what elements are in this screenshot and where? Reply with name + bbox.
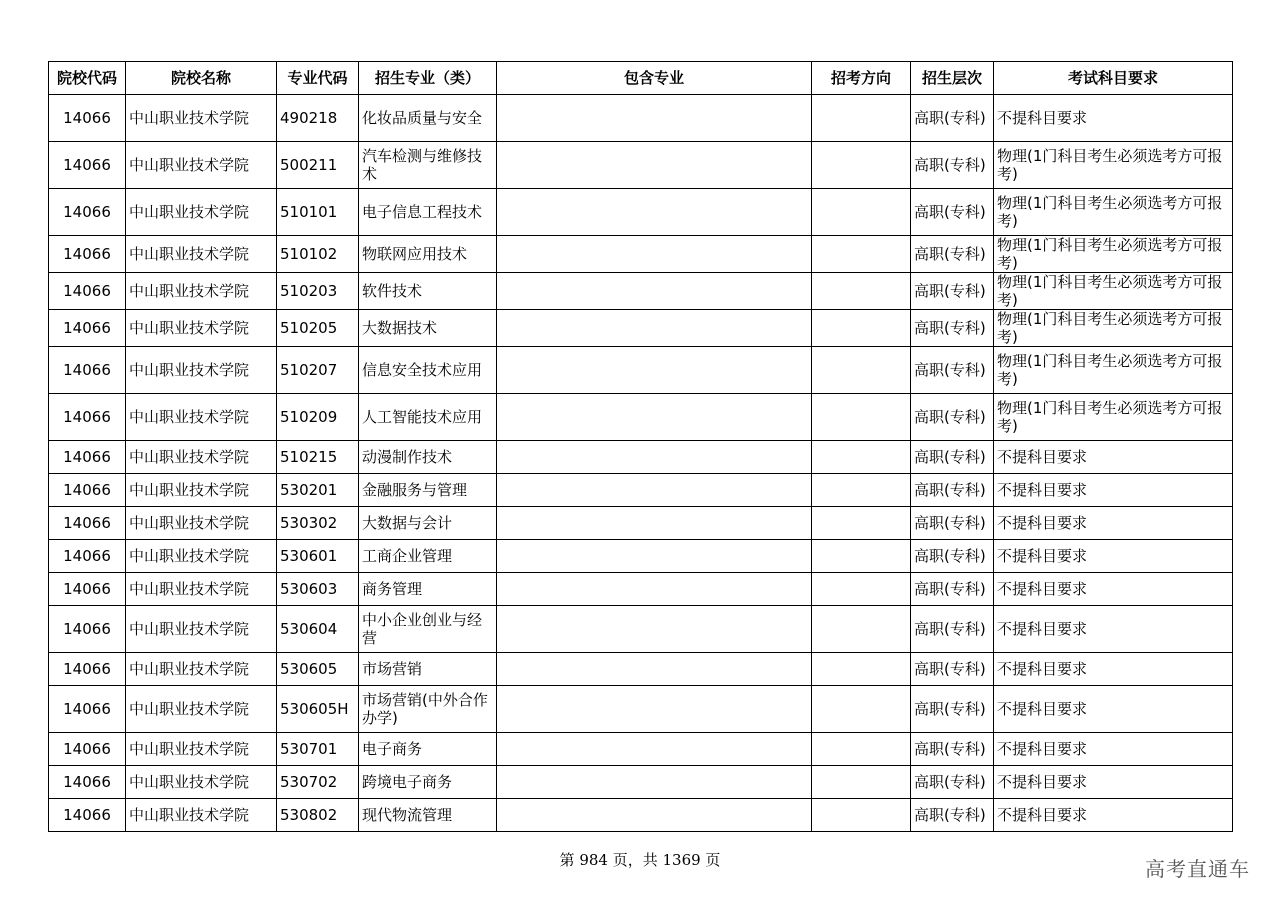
included-majors-cell bbox=[497, 347, 812, 394]
level-cell: 高职(专科) bbox=[911, 540, 994, 573]
major-cell: 物联网应用技术 bbox=[359, 236, 497, 273]
included-majors-cell bbox=[497, 189, 812, 236]
major-code-cell: 530802 bbox=[277, 799, 359, 832]
level-cell: 高职(专科) bbox=[911, 189, 994, 236]
major-code-cell: 510209 bbox=[277, 394, 359, 441]
direction-cell bbox=[812, 394, 911, 441]
requirement-cell: 物理(1门科目考生必须选考方可报考) bbox=[994, 142, 1233, 189]
major-cell: 金融服务与管理 bbox=[359, 474, 497, 507]
major-code-cell: 530603 bbox=[277, 573, 359, 606]
table-row bbox=[49, 394, 1233, 441]
requirement-cell: 物理(1门科目考生必须选考方可报考) bbox=[994, 273, 1233, 310]
major-cell: 大数据技术 bbox=[359, 310, 497, 347]
major-cell: 现代物流管理 bbox=[359, 799, 497, 832]
school-code-cell: 14066 bbox=[49, 686, 126, 733]
school-code-cell: 14066 bbox=[49, 733, 126, 766]
direction-cell bbox=[812, 733, 911, 766]
major-code-cell: 490218 bbox=[277, 95, 359, 142]
table-row bbox=[49, 236, 1233, 273]
major-code-cell: 510215 bbox=[277, 441, 359, 474]
table-row bbox=[49, 95, 1233, 142]
major-code-cell: 530201 bbox=[277, 474, 359, 507]
requirement-cell: 不提科目要求 bbox=[994, 95, 1233, 142]
level-cell: 高职(专科) bbox=[911, 766, 994, 799]
included-majors-cell bbox=[497, 799, 812, 832]
level-cell: 高职(专科) bbox=[911, 733, 994, 766]
direction-cell bbox=[812, 573, 911, 606]
major-code-cell: 500211 bbox=[277, 142, 359, 189]
included-majors-cell bbox=[497, 540, 812, 573]
school-code-cell: 14066 bbox=[49, 573, 126, 606]
included-majors-cell bbox=[497, 394, 812, 441]
table-row bbox=[49, 347, 1233, 394]
direction-cell bbox=[812, 441, 911, 474]
level-cell: 高职(专科) bbox=[911, 394, 994, 441]
school-code-cell: 14066 bbox=[49, 273, 126, 310]
major-code-cell: 530302 bbox=[277, 507, 359, 540]
included-majors-cell bbox=[497, 441, 812, 474]
direction-cell bbox=[812, 507, 911, 540]
level-cell: 高职(专科) bbox=[911, 310, 994, 347]
major-cell: 信息安全技术应用 bbox=[359, 347, 497, 394]
table-row bbox=[49, 573, 1233, 606]
school-code-cell: 14066 bbox=[49, 441, 126, 474]
school-code-cell: 14066 bbox=[49, 95, 126, 142]
page-footer: 第 984 页，共 1369 页 bbox=[559, 851, 721, 869]
header-level: 招生层次 bbox=[911, 62, 994, 95]
level-cell: 高职(专科) bbox=[911, 347, 994, 394]
requirement-cell: 不提科目要求 bbox=[994, 474, 1233, 507]
major-code-cell: 510207 bbox=[277, 347, 359, 394]
level-cell: 高职(专科) bbox=[911, 507, 994, 540]
header-row bbox=[49, 62, 1233, 95]
included-majors-cell bbox=[497, 733, 812, 766]
table-row bbox=[49, 142, 1233, 189]
requirement-cell: 不提科目要求 bbox=[994, 653, 1233, 686]
included-majors-cell bbox=[497, 474, 812, 507]
school-name-cell: 中山职业技术学院 bbox=[126, 347, 277, 394]
major-code-cell: 530605 bbox=[277, 653, 359, 686]
school-code-cell: 14066 bbox=[49, 142, 126, 189]
major-code-cell: 510205 bbox=[277, 310, 359, 347]
school-name-cell: 中山职业技术学院 bbox=[126, 394, 277, 441]
included-majors-cell bbox=[497, 273, 812, 310]
requirement-cell: 不提科目要求 bbox=[994, 507, 1233, 540]
level-cell: 高职(专科) bbox=[911, 799, 994, 832]
school-code-cell: 14066 bbox=[49, 799, 126, 832]
major-cell: 工商企业管理 bbox=[359, 540, 497, 573]
table-row bbox=[49, 606, 1233, 653]
school-name-cell: 中山职业技术学院 bbox=[126, 236, 277, 273]
admission-table bbox=[48, 61, 1233, 832]
requirement-cell: 不提科目要求 bbox=[994, 733, 1233, 766]
direction-cell bbox=[812, 606, 911, 653]
table-row bbox=[49, 540, 1233, 573]
major-cell: 软件技术 bbox=[359, 273, 497, 310]
level-cell: 高职(专科) bbox=[911, 653, 994, 686]
level-cell: 高职(专科) bbox=[911, 273, 994, 310]
major-cell: 化妆品质量与安全 bbox=[359, 95, 497, 142]
direction-cell bbox=[812, 189, 911, 236]
table-header bbox=[49, 62, 1233, 95]
school-name-cell: 中山职业技术学院 bbox=[126, 799, 277, 832]
school-name-cell: 中山职业技术学院 bbox=[126, 606, 277, 653]
table-row bbox=[49, 474, 1233, 507]
school-name-cell: 中山职业技术学院 bbox=[126, 507, 277, 540]
included-majors-cell bbox=[497, 95, 812, 142]
included-majors-cell bbox=[497, 766, 812, 799]
watermark: 高考直通车 bbox=[1145, 857, 1250, 881]
requirement-cell: 物理(1门科目考生必须选考方可报考) bbox=[994, 310, 1233, 347]
header-school-code: 院校代码 bbox=[49, 62, 126, 95]
school-name-cell: 中山职业技术学院 bbox=[126, 733, 277, 766]
major-cell: 跨境电子商务 bbox=[359, 766, 497, 799]
table-row bbox=[49, 653, 1233, 686]
major-cell: 电子信息工程技术 bbox=[359, 189, 497, 236]
table-row bbox=[49, 733, 1233, 766]
major-cell: 市场营销 bbox=[359, 653, 497, 686]
major-cell: 大数据与会计 bbox=[359, 507, 497, 540]
major-cell: 动漫制作技术 bbox=[359, 441, 497, 474]
level-cell: 高职(专科) bbox=[911, 686, 994, 733]
school-name-cell: 中山职业技术学院 bbox=[126, 310, 277, 347]
school-code-cell: 14066 bbox=[49, 474, 126, 507]
school-code-cell: 14066 bbox=[49, 394, 126, 441]
major-code-cell: 530605H bbox=[277, 686, 359, 733]
major-cell: 中小企业创业与经营 bbox=[359, 606, 497, 653]
level-cell: 高职(专科) bbox=[911, 474, 994, 507]
included-majors-cell bbox=[497, 507, 812, 540]
level-cell: 高职(专科) bbox=[911, 95, 994, 142]
direction-cell bbox=[812, 540, 911, 573]
school-code-cell: 14066 bbox=[49, 236, 126, 273]
major-code-cell: 530702 bbox=[277, 766, 359, 799]
table-row bbox=[49, 189, 1233, 236]
school-code-cell: 14066 bbox=[49, 606, 126, 653]
school-name-cell: 中山职业技术学院 bbox=[126, 142, 277, 189]
school-name-cell: 中山职业技术学院 bbox=[126, 474, 277, 507]
included-majors-cell bbox=[497, 573, 812, 606]
requirement-cell: 不提科目要求 bbox=[994, 540, 1233, 573]
direction-cell bbox=[812, 142, 911, 189]
requirement-cell: 不提科目要求 bbox=[994, 606, 1233, 653]
table-row bbox=[49, 686, 1233, 733]
direction-cell bbox=[812, 95, 911, 142]
requirement-cell: 物理(1门科目考生必须选考方可报考) bbox=[994, 347, 1233, 394]
direction-cell bbox=[812, 310, 911, 347]
school-name-cell: 中山职业技术学院 bbox=[126, 653, 277, 686]
included-majors-cell bbox=[497, 653, 812, 686]
major-cell: 电子商务 bbox=[359, 733, 497, 766]
school-code-cell: 14066 bbox=[49, 507, 126, 540]
major-code-cell: 510101 bbox=[277, 189, 359, 236]
requirement-cell: 不提科目要求 bbox=[994, 573, 1233, 606]
school-name-cell: 中山职业技术学院 bbox=[126, 540, 277, 573]
requirement-cell: 物理(1门科目考生必须选考方可报考) bbox=[994, 394, 1233, 441]
included-majors-cell bbox=[497, 686, 812, 733]
school-code-cell: 14066 bbox=[49, 189, 126, 236]
school-name-cell: 中山职业技术学院 bbox=[126, 273, 277, 310]
header-direction: 招考方向 bbox=[812, 62, 911, 95]
school-code-cell: 14066 bbox=[49, 540, 126, 573]
direction-cell bbox=[812, 799, 911, 832]
school-name-cell: 中山职业技术学院 bbox=[126, 766, 277, 799]
included-majors-cell bbox=[497, 142, 812, 189]
school-name-cell: 中山职业技术学院 bbox=[126, 441, 277, 474]
included-majors-cell bbox=[497, 310, 812, 347]
school-name-cell: 中山职业技术学院 bbox=[126, 189, 277, 236]
major-code-cell: 530604 bbox=[277, 606, 359, 653]
level-cell: 高职(专科) bbox=[911, 441, 994, 474]
direction-cell bbox=[812, 766, 911, 799]
major-cell: 汽车检测与维修技术 bbox=[359, 142, 497, 189]
table-row bbox=[49, 799, 1233, 832]
requirement-cell: 物理(1门科目考生必须选考方可报考) bbox=[994, 236, 1233, 273]
school-code-cell: 14066 bbox=[49, 766, 126, 799]
level-cell: 高职(专科) bbox=[911, 573, 994, 606]
header-major-code: 专业代码 bbox=[277, 62, 359, 95]
table-row bbox=[49, 273, 1233, 310]
school-name-cell: 中山职业技术学院 bbox=[126, 95, 277, 142]
table-row bbox=[49, 507, 1233, 540]
requirement-cell: 不提科目要求 bbox=[994, 441, 1233, 474]
major-code-cell: 510203 bbox=[277, 273, 359, 310]
level-cell: 高职(专科) bbox=[911, 142, 994, 189]
requirement-cell: 不提科目要求 bbox=[994, 766, 1233, 799]
included-majors-cell bbox=[497, 236, 812, 273]
direction-cell bbox=[812, 474, 911, 507]
direction-cell bbox=[812, 653, 911, 686]
major-cell: 商务管理 bbox=[359, 573, 497, 606]
major-cell: 市场营销(中外合作办学) bbox=[359, 686, 497, 733]
major-code-cell: 530601 bbox=[277, 540, 359, 573]
major-code-cell: 510102 bbox=[277, 236, 359, 273]
header-requirement: 考试科目要求 bbox=[994, 62, 1233, 95]
direction-cell bbox=[812, 236, 911, 273]
direction-cell bbox=[812, 347, 911, 394]
table-body bbox=[49, 95, 1233, 832]
header-school-name: 院校名称 bbox=[126, 62, 277, 95]
included-majors-cell bbox=[497, 606, 812, 653]
direction-cell bbox=[812, 273, 911, 310]
school-code-cell: 14066 bbox=[49, 310, 126, 347]
school-name-cell: 中山职业技术学院 bbox=[126, 573, 277, 606]
header-included-majors: 包含专业 bbox=[497, 62, 812, 95]
requirement-cell: 不提科目要求 bbox=[994, 799, 1233, 832]
level-cell: 高职(专科) bbox=[911, 606, 994, 653]
requirement-cell: 物理(1门科目考生必须选考方可报考) bbox=[994, 189, 1233, 236]
table-row bbox=[49, 766, 1233, 799]
table-row bbox=[49, 441, 1233, 474]
school-code-cell: 14066 bbox=[49, 347, 126, 394]
requirement-cell: 不提科目要求 bbox=[994, 686, 1233, 733]
school-name-cell: 中山职业技术学院 bbox=[126, 686, 277, 733]
school-code-cell: 14066 bbox=[49, 653, 126, 686]
major-code-cell: 530701 bbox=[277, 733, 359, 766]
header-major: 招生专业（类） bbox=[359, 62, 497, 95]
table-row bbox=[49, 310, 1233, 347]
direction-cell bbox=[812, 686, 911, 733]
major-cell: 人工智能技术应用 bbox=[359, 394, 497, 441]
level-cell: 高职(专科) bbox=[911, 236, 994, 273]
